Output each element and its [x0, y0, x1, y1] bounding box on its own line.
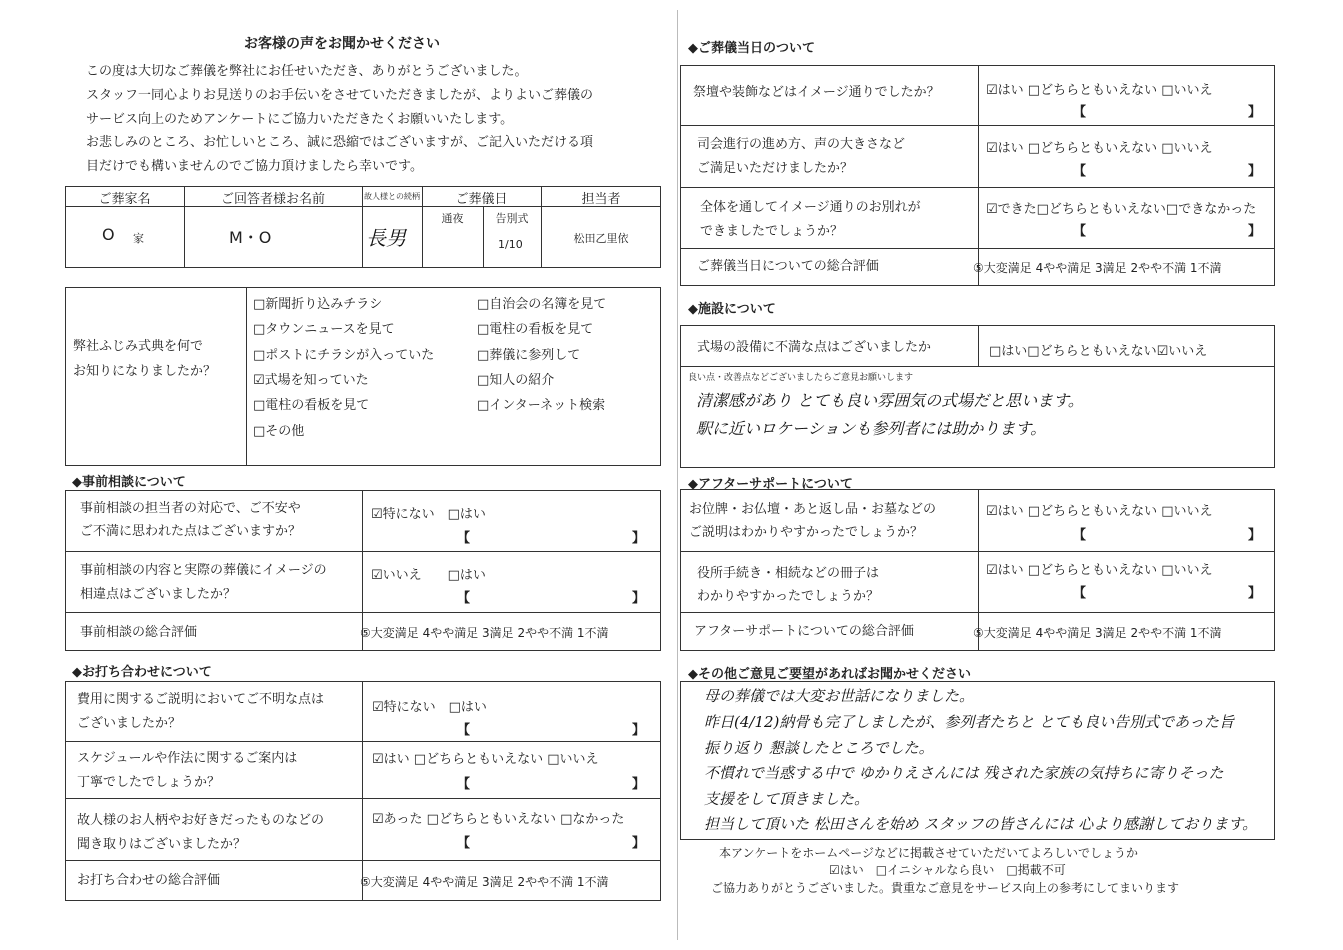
after-support-q1-bracket-close: 】 [1248, 528, 1262, 543]
other-comment-line-5: 支援をして頂きました。 [704, 790, 870, 808]
facility-comment-line-1: 清潔感があり とても良い雰囲気の式場だと思います。 [696, 391, 1084, 410]
meeting-q1-options[interactable]: ☑特にない □はい [372, 700, 487, 715]
meeting-q3-bracket-open: 【 [457, 836, 471, 851]
source-option-community-list[interactable]: □自治会の名簿を見て [477, 297, 607, 312]
after-support-q1-line-2: ご説明はわかりやすかったでしょうか？ [689, 525, 924, 540]
source-option-internet[interactable]: □インターネット検索 [477, 398, 606, 413]
value-staff: 松田乙里依 [573, 232, 629, 245]
intro-line-3: サービス向上のためアンケートにご協力いただきたくお願いいたします。 [86, 112, 514, 127]
intro-line-1: この度は大切なご葬儀を弊社にお任せいただき、ありがとうございました。 [86, 64, 528, 79]
pre-consult-q1-line-1: 事前相談の担当者の対応で、ご不安や [80, 501, 301, 516]
funeral-day-q1-bracket-close: 】 [1248, 105, 1262, 120]
meeting-q1-bracket-close: 】 [632, 723, 646, 738]
after-support-q1-options[interactable]: ☑はい □どちらともいえない □いいえ [986, 504, 1213, 519]
after-support-q2-line-2: わかりやすかったでしょうか？ [697, 589, 880, 604]
funeral-day-q2-line-1: 司会進行の進め方、声の大きさなど [697, 137, 906, 152]
after-support-q1-line-1: お位牌・お仏壇・あと返し品・お墓などの [689, 502, 937, 517]
source-option-pole-sign-left[interactable]: □電柱の看板を見て [253, 398, 370, 413]
meeting-title: ◆お打ち合わせについて [72, 665, 212, 680]
other-comment-line-2: 昨日(4/12)納骨も完了しましたが、参列者たちと とても良い告別式であった旨 [704, 713, 1235, 731]
other-comment-line-1: 母の葬儀では大変お世話になりました。 [704, 687, 975, 705]
pre-consult-q2-bracket-open: 【 [457, 591, 471, 606]
funeral-day-q3-bracket-close: 】 [1248, 224, 1262, 239]
intro-line-5: 目だけでも構いませんのでご協力頂けましたら幸いです。 [86, 159, 423, 174]
pre-consult-q1-options[interactable]: ☑特にない □はい [371, 507, 486, 522]
after-support-q2-options[interactable]: ☑はい □どちらともいえない □いいえ [986, 563, 1213, 578]
value-family-name: O [102, 225, 115, 244]
meeting-q3-bracket-close: 】 [632, 836, 646, 851]
source-option-attended-funeral[interactable]: □葬儀に参列して [477, 348, 581, 363]
funeral-day-q2-options[interactable]: ☑はい □どちらともいえない □いいえ [986, 141, 1213, 156]
pre-consult-q1-line-2: ご不満に思われた点はございますか？ [80, 524, 302, 539]
source-option-other[interactable]: □その他 [253, 424, 305, 439]
pre-consult-q2-options[interactable]: ☑いいえ □はい [371, 568, 486, 583]
pre-consult-overall-scale[interactable]: ⑤大変満足 4やや満足 3満足 2やや不満 1不満 [360, 626, 609, 640]
header-family-name: ご葬家名 [98, 192, 151, 207]
header-relation: 故人様との続柄 [364, 192, 420, 201]
funeral-day-overall-scale[interactable]: ⑤大変満足 4やや満足 3満足 2やや不満 1不満 [973, 261, 1222, 275]
header-funeral-date: ご葬儀日 [455, 192, 508, 207]
pre-consult-title: ◆事前相談について [72, 475, 186, 490]
other-comment-line-6: 担当して頂いた 松田さんを始め スタッフの皆さんには 心より感謝しております。 [704, 815, 1258, 833]
funeral-day-q1: 祭壇や装飾などはイメージ通りでしたか？ [693, 85, 940, 100]
after-support-q2-bracket-open: 【 [1073, 586, 1087, 601]
meeting-overall-scale[interactable]: ⑤大変満足 4やや満足 3満足 2やや不満 1不満 [360, 875, 609, 889]
meeting-q2-line-2: 丁寧でしたでしょうか？ [77, 775, 221, 790]
header-farewell: 告別式 [495, 212, 529, 225]
intro-line-2: スタッフ一同心よりお見送りのお手伝いをさせていただきましたが、よりよいご葬儀の [86, 88, 594, 103]
meeting-q3-line-1: 故人様のお人柄やお好きだったものなどの [77, 813, 325, 828]
after-support-q1-bracket-open: 【 [1073, 528, 1087, 543]
funeral-day-q3-bracket-open: 【 [1073, 224, 1087, 239]
pre-consult-q2-line-1: 事前相談の内容と実際の葬儀にイメージの [80, 563, 327, 578]
funeral-day-q3-options[interactable]: ☑できた□どちらともいえない□できなかった [986, 202, 1257, 217]
source-option-referral[interactable]: □知人の紹介 [477, 373, 555, 388]
meeting-q1-bracket-open: 【 [457, 723, 471, 738]
funeral-day-q2-bracket-close: 】 [1248, 164, 1262, 179]
meeting-q3-line-2: 聞き取りはございましたか？ [77, 837, 247, 852]
source-option-pole-sign-right[interactable]: □電柱の看板を見て [477, 322, 594, 337]
after-support-overall-label: アフターサポートについての総合評価 [694, 624, 914, 639]
pre-consult-q2-line-2: 相違点はございましたか？ [80, 587, 237, 602]
meeting-q2-line-1: スケジュールや作法に関するご案内は [77, 751, 298, 766]
meeting-q1-line-2: ございましたか？ [77, 716, 182, 731]
meeting-q2-bracket-open: 【 [457, 777, 471, 792]
survey-title: お客様の声をお聞かせください [244, 36, 440, 52]
facility-q1: 式場の設備に不満な点はございましたか [697, 340, 932, 355]
funeral-day-q1-bracket-open: 【 [1073, 105, 1087, 120]
facility-title: ◆施設について [688, 302, 776, 317]
pre-consult-q1-bracket-close: 】 [632, 531, 646, 546]
facility-comment-line-2: 駅に近いロケーションも参列者には助かります。 [696, 419, 1047, 438]
source-question-line-2: お知りになりましたか？ [73, 364, 217, 379]
header-staff: 担当者 [581, 192, 621, 207]
source-option-knew-venue[interactable]: ☑式場を知っていた [253, 373, 369, 388]
pre-consult-q1-bracket-open: 【 [457, 531, 471, 546]
value-relation: 長男 [366, 226, 406, 250]
funeral-day-q2-bracket-open: 【 [1073, 164, 1087, 179]
other-title: ◆その他ご意見ご要望があればお聞かせください [688, 667, 971, 682]
header-respondent-name: ご回答者様お名前 [220, 192, 325, 207]
funeral-day-q2-line-2: ご満足いただけましたか？ [697, 161, 854, 176]
value-farewell: 1/10 [498, 238, 523, 251]
funeral-day-title: ◆ご葬儀当日のついて [688, 41, 815, 56]
funeral-day-q1-options[interactable]: ☑はい □どちらともいえない □いいえ [986, 83, 1213, 98]
facility-comment-label: 良い点・改善点などございましたらご意見お願いします [688, 373, 914, 383]
source-option-town-news[interactable]: □タウンニュースを見て [253, 322, 395, 337]
after-support-title: ◆アフターサポートについて [688, 477, 853, 492]
source-option-newspaper[interactable]: □新聞折り込みチラシ [253, 297, 383, 312]
meeting-q3-options[interactable]: ☑あった □どちらともいえない □なかった [372, 812, 625, 827]
pre-consult-overall-label: 事前相談の総合評価 [80, 625, 198, 640]
thanks-message: ご協力ありがとうございました。貴重なご意見をサービス向上の参考にしてまいります [711, 881, 1180, 895]
source-question-line-1: 弊社ふじみ式典を何で [73, 339, 204, 354]
funeral-day-q3-line-2: できましたでしょうか？ [700, 224, 844, 239]
after-support-q2-line-1: 役所手続き・相続などの冊子は [697, 566, 880, 581]
intro-line-4: お悲しみのところ、お忙しいところ、誠に恐縮ではございますが、ご記入いただける項 [86, 135, 594, 150]
meeting-q1-line-1: 費用に関するご説明においてご不明な点は [77, 692, 325, 707]
meeting-overall-label: お打ち合わせの総合評価 [77, 873, 221, 888]
other-comment-line-3: 振り返り 懇談したところでした。 [704, 739, 934, 757]
header-wake: 通夜 [441, 212, 464, 225]
facility-q1-options[interactable]: □はい□どちらともいえない☑いいえ [989, 344, 1208, 359]
funeral-day-q3-line-1: 全体を通してイメージ通りのお別れが [700, 200, 921, 215]
funeral-day-overall-label: ご葬儀当日についての総合評価 [697, 259, 879, 274]
after-support-q2-bracket-close: 】 [1248, 586, 1262, 601]
after-support-overall-scale[interactable]: ⑤大変満足 4やや満足 3満足 2やや不満 1不満 [973, 626, 1222, 640]
pre-consult-q2-bracket-close: 】 [632, 591, 646, 606]
other-comment-line-4: 不慣れで当惑する中で ゆかりえさんには 残された家族の気持ちに寄りそった [704, 764, 1224, 782]
consent-question: 本アンケートをホームページなどに掲載させていただいてよろしいでしょうか [719, 846, 1139, 860]
source-option-post-flyer[interactable]: □ポストにチラシが入っていた [253, 348, 435, 363]
value-respondent-name: M・O [229, 228, 272, 247]
consent-options[interactable]: ☑はい □イニシャルなら良い □掲載不可 [829, 863, 1066, 877]
meeting-q2-options[interactable]: ☑はい □どちらともいえない □いいえ [372, 752, 599, 767]
value-family-suffix: 家 [133, 232, 144, 245]
meeting-q2-bracket-close: 】 [632, 777, 646, 792]
